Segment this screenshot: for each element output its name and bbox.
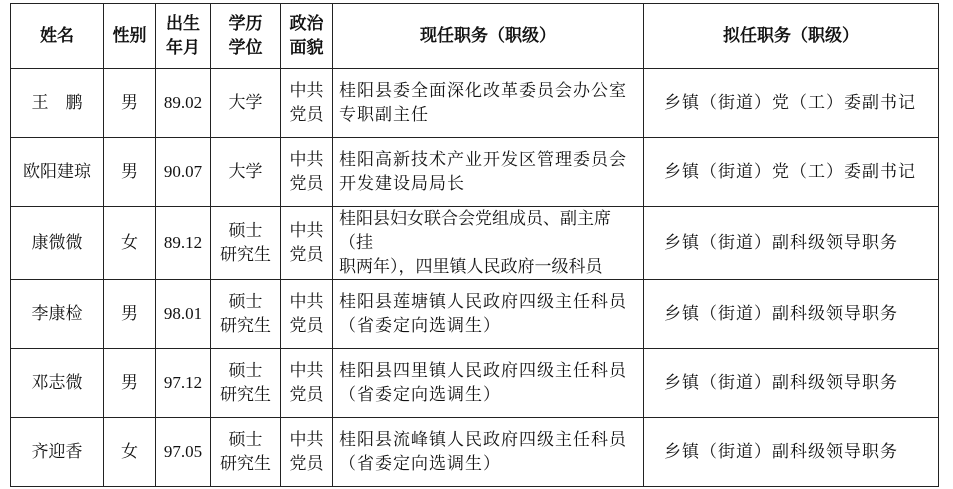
appointment-table — [10, 3, 939, 487]
cell-politics — [281, 207, 333, 280]
cell-current — [333, 69, 644, 138]
cell-current — [333, 138, 644, 207]
cell-birth: 89.12 — [156, 207, 211, 280]
cell-gender: 女 — [104, 418, 156, 487]
header-education — [211, 4, 281, 69]
cell-politics-line1: 中共 — [289, 361, 324, 381]
cell-proposed: 乡镇（街道）副科级领导职务 — [644, 207, 939, 280]
cell-proposed: 乡镇（街道）党（工）委副书记 — [644, 138, 939, 207]
cell-politics — [281, 349, 333, 418]
cell-current-line2: （省委定向选调生） — [339, 454, 501, 474]
cell-education-line2: 研究生 — [220, 454, 271, 474]
cell-education-line2: 研究生 — [220, 385, 271, 405]
cell-proposed: 乡镇（街道）副科级领导职务 — [644, 418, 939, 487]
cell-gender: 男 — [104, 349, 156, 418]
cell-birth: 89.02 — [156, 69, 211, 138]
cell-education — [211, 280, 281, 349]
cell-proposed: 乡镇（街道）党（工）委副书记 — [644, 69, 939, 138]
cell-education-line1: 硕士 — [228, 430, 263, 450]
cell-name: 王 鹏 — [11, 69, 104, 138]
cell-current-line1: 桂阳县委全面深化改革委员会办公室 — [339, 81, 627, 101]
header-politics-line2: 面貌 — [289, 38, 324, 58]
cell-current-line2: 开发建设局局长 — [339, 174, 465, 194]
table-row — [11, 418, 939, 487]
cell-politics-line1: 中共 — [289, 221, 324, 241]
cell-politics-line1: 中共 — [289, 81, 324, 101]
cell-education-line1: 硕士 — [228, 292, 263, 312]
header-name: 姓名 — [11, 4, 104, 69]
cell-education — [211, 418, 281, 487]
cell-current-line2: 专职副主任 — [339, 105, 429, 125]
cell-birth: 97.05 — [156, 418, 211, 487]
cell-current — [333, 280, 644, 349]
cell-politics — [281, 69, 333, 138]
header-education-line1: 学历 — [228, 14, 263, 34]
cell-current-line1: 桂阳高新技术产业开发区管理委员会 — [339, 150, 627, 170]
cell-politics-line2: 党员 — [289, 316, 324, 336]
cell-education-line1: 大学 — [228, 162, 263, 182]
cell-current — [333, 207, 644, 280]
cell-politics-line1: 中共 — [289, 150, 324, 170]
cell-politics-line2: 党员 — [289, 174, 324, 194]
cell-education — [211, 207, 281, 280]
cell-politics-line2: 党员 — [289, 454, 324, 474]
cell-gender: 男 — [104, 69, 156, 138]
cell-gender: 男 — [104, 138, 156, 207]
cell-gender: 女 — [104, 207, 156, 280]
cell-name: 邓志微 — [11, 349, 104, 418]
cell-education-line1: 大学 — [228, 93, 263, 113]
header-gender: 性别 — [104, 4, 156, 69]
cell-current-line1: 桂阳县流峰镇人民政府四级主任科员 — [339, 430, 627, 450]
cell-birth: 98.01 — [156, 280, 211, 349]
header-education-line2: 学位 — [228, 38, 263, 58]
header-birth — [156, 4, 211, 69]
cell-current-line1: 桂阳县四里镇人民政府四级主任科员 — [339, 361, 627, 381]
cell-birth: 90.07 — [156, 138, 211, 207]
cell-current — [333, 349, 644, 418]
header-current: 现任职务（职级） — [333, 4, 644, 69]
cell-politics — [281, 418, 333, 487]
table-row — [11, 280, 939, 349]
header-politics-line1: 政治 — [289, 14, 324, 34]
cell-birth: 97.12 — [156, 349, 211, 418]
table-row — [11, 138, 939, 207]
cell-current-line2: （省委定向选调生） — [339, 316, 501, 336]
cell-current-line1: 桂阳县莲塘镇人民政府四级主任科员 — [339, 292, 627, 312]
cell-current — [333, 418, 644, 487]
table-row — [11, 349, 939, 418]
cell-name: 李康检 — [11, 280, 104, 349]
cell-politics-line2: 党员 — [289, 105, 324, 125]
cell-politics-line1: 中共 — [289, 430, 324, 450]
header-proposed: 拟任职务（职级） — [644, 4, 939, 69]
cell-politics — [281, 280, 333, 349]
cell-name: 齐迎香 — [11, 418, 104, 487]
cell-education — [211, 138, 281, 207]
cell-proposed: 乡镇（街道）副科级领导职务 — [644, 349, 939, 418]
cell-education-line2: 研究生 — [220, 245, 271, 265]
cell-education-line2: 研究生 — [220, 316, 271, 336]
cell-education-line1: 硕士 — [228, 361, 263, 381]
cell-education — [211, 349, 281, 418]
cell-current-line1: 桂阳县妇女联合会党组成员、副主席（挂 — [339, 209, 611, 253]
cell-proposed: 乡镇（街道）副科级领导职务 — [644, 280, 939, 349]
cell-politics — [281, 138, 333, 207]
header-birth-line2: 年月 — [166, 38, 200, 58]
cell-politics-line2: 党员 — [289, 245, 324, 265]
cell-education — [211, 69, 281, 138]
table-row — [11, 207, 939, 280]
cell-current-line2: 职两年），四里镇人民政府一级科员 — [339, 257, 603, 277]
cell-education-line1: 硕士 — [228, 221, 263, 241]
cell-politics-line2: 党员 — [289, 385, 324, 405]
cell-name: 康微微 — [11, 207, 104, 280]
header-birth-line1: 出生 — [166, 14, 200, 34]
header-row — [11, 4, 939, 69]
header-politics — [281, 4, 333, 69]
cell-name: 欧阳建琼 — [11, 138, 104, 207]
cell-gender: 男 — [104, 280, 156, 349]
cell-politics-line1: 中共 — [289, 292, 324, 312]
cell-current-line2: （省委定向选调生） — [339, 385, 501, 405]
table-row — [11, 69, 939, 138]
